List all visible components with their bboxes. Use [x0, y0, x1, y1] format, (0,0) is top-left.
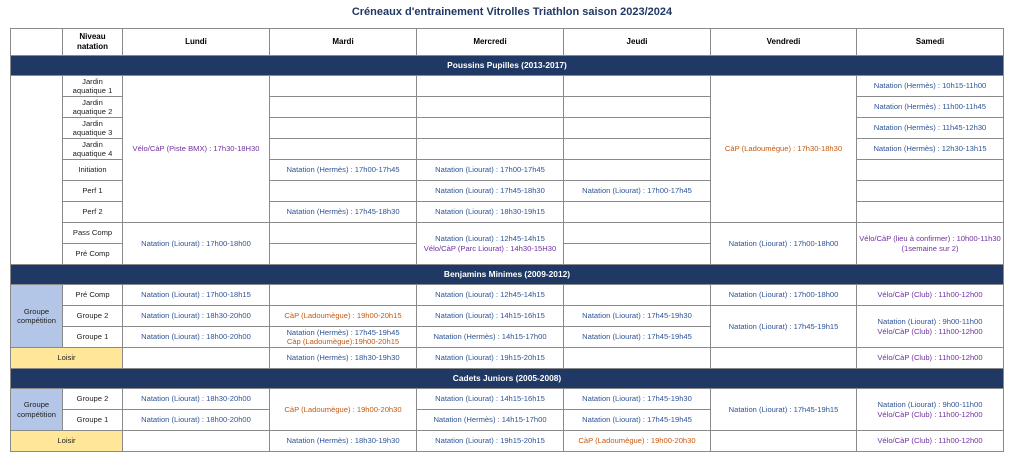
level-cell: Groupe 1: [63, 327, 123, 348]
table-row: [11, 431, 1004, 452]
cell-mardi: Natation (Hermès) : 17h45-18h30: [270, 202, 417, 223]
section-benjamins: [11, 265, 1004, 285]
header-row: [11, 29, 1004, 56]
cell-line: Natation (Liourat) : 12h45-14h15: [435, 234, 545, 244]
cell-vendredi: CàP (Ladoumègue) : 17h30-18h30: [711, 76, 857, 223]
header-lundi: Lundi: [123, 29, 270, 56]
cell-line: Natation (Hermès) : 17h45-19h45: [286, 327, 400, 337]
cell-line: Càp (Ladoumègue):19h00-20h15: [286, 337, 400, 346]
cell-line: Natation (Liourat) : 9h00-11h00: [877, 317, 983, 327]
cell-jeudi: [564, 118, 711, 139]
cell-mardi: CàP (Ladoumègue) : 19h00-20h30: [270, 389, 417, 431]
group-competition: Groupe compétition: [11, 285, 63, 348]
cell-mercredi: Natation (Liourat) : 17h45-18h30: [417, 181, 564, 202]
cell-lundi: [123, 431, 270, 452]
level-cell: Pass Comp: [63, 223, 123, 244]
cell-mercredi: Natation (Liourat) : 14h15-16h15: [417, 306, 564, 327]
cell-jeudi: Natation (Liourat) : 17h00-17h45: [564, 181, 711, 202]
level-cell: Jardin aquatique 4: [63, 139, 123, 160]
table-row: [11, 76, 1004, 97]
cell-vendredi: Natation (Liourat) : 17h45-19h15: [711, 306, 857, 348]
cell-mercredi: Natation (Hermès) : 14h15-17h00: [417, 410, 564, 431]
cell-jeudi: [564, 76, 711, 97]
cell-samedi: Vélo/CàP (lieu à confirmer) : 10h00-11h30 (1semaine sur 2): [857, 223, 1004, 265]
cell-samedi: Natation (Hermès) : 11h00-11h45: [857, 97, 1004, 118]
level-cell: Jardin aquatique 2: [63, 97, 123, 118]
cell-jeudi: [564, 348, 711, 369]
group-loisir: Loisir: [11, 431, 123, 452]
cell-mercredi: Natation (Liourat) : 17h00-17h45: [417, 160, 564, 181]
level-cell: Perf 2: [63, 202, 123, 223]
cell-line: Vélo/CàP (Parc Liourat) : 14h30-15H30: [423, 243, 557, 253]
cell-mercredi: Natation (Liourat) : 12h45-14h15: [417, 285, 564, 306]
header-mercredi: Mercredi: [417, 29, 564, 56]
cell-vendredi: [711, 348, 857, 369]
table-row: [11, 389, 1004, 410]
header-mardi: Mardi: [270, 29, 417, 56]
header-samedi: Samedi: [857, 29, 1004, 56]
cell-jeudi: [564, 97, 711, 118]
cell-mardi: [270, 97, 417, 118]
cell-mardi: Natation (Hermès) : 17h00-17h45: [270, 160, 417, 181]
cell-mardi: [270, 327, 417, 348]
cell-mardi: [270, 285, 417, 306]
cell-mercredi: Natation (Liourat) : 14h15-16h15: [417, 389, 564, 410]
cell-samedi: [857, 160, 1004, 181]
cell-mercredi: Natation (Liourat) : 18h30-19h15: [417, 202, 564, 223]
cell-samedi: Vélo/CàP (Club) : 11h00-12h00: [857, 348, 1004, 369]
cell-lundi: Natation (Liourat) : 18h00-20h00: [123, 327, 270, 348]
cell-mercredi: Natation (Liourat) : 19h15-20h15: [417, 431, 564, 452]
section-title: Poussins Pupilles (2013-2017): [11, 56, 1004, 76]
cell-mercredi: Natation (Liourat) : 19h15-20h15: [417, 348, 564, 369]
cell-line: Vélo/CàP (Club) : 11h00-12h00: [877, 409, 983, 419]
cell-mercredi: [417, 118, 564, 139]
cell-jeudi: [564, 160, 711, 181]
cell-jeudi: [564, 139, 711, 160]
section-poussins: [11, 56, 1004, 76]
cell-jeudi: Natation (Liourat) : 17h45-19h30: [564, 389, 711, 410]
group-loisir: Loisir: [11, 348, 123, 369]
section-title: Benjamins Minimes (2009-2012): [11, 265, 1004, 285]
cell-mardi: Natation (Hermès) : 18h30-19h30: [270, 431, 417, 452]
level-cell: Groupe 1: [63, 410, 123, 431]
cell-samedi: Natation (Hermès) : 10h15-11h00: [857, 76, 1004, 97]
table-row: [11, 285, 1004, 306]
cell-lundi: [123, 348, 270, 369]
level-cell: Groupe 2: [63, 306, 123, 327]
cell-samedi: Vélo/CàP (Club) : 11h00-12h00: [857, 431, 1004, 452]
cell-samedi: [857, 202, 1004, 223]
cell-lundi: Natation (Liourat) : 17h00-18h00: [123, 223, 270, 265]
cell-mardi: [270, 223, 417, 244]
cell-mardi: [270, 118, 417, 139]
cell-lundi: Vélo/CàP (Piste BMX) : 17h30-18H30: [123, 76, 270, 223]
cell-samedi: [857, 306, 1004, 348]
table-row: [11, 223, 1004, 244]
cell-mardi: [270, 139, 417, 160]
cell-mardi: [270, 76, 417, 97]
group-competition: Groupe compétition: [11, 389, 63, 431]
level-cell: Pré Comp: [63, 244, 123, 265]
cell-mercredi: [417, 97, 564, 118]
corner-cell: [11, 29, 63, 56]
cell-jeudi: [564, 285, 711, 306]
cell-samedi: Vélo/CàP (Club) : 11h00-12h00: [857, 285, 1004, 306]
cell-jeudi: [564, 244, 711, 265]
cell-lundi: Natation (Liourat) : 18h00-20h00: [123, 410, 270, 431]
cell-mardi: [270, 181, 417, 202]
schedule-table: [10, 28, 1004, 452]
cell-vendredi: Natation (Liourat) : 17h00-18h00: [711, 223, 857, 265]
cell-lundi: Natation (Liourat) : 17h00-18h15: [123, 285, 270, 306]
cell-line: Vélo/CàP (Club) : 11h00-12h00: [877, 326, 983, 336]
level-cell: Jardin aquatique 1: [63, 76, 123, 97]
page-title: Créneaux d'entrainement Vitrolles Triathlon saison 2023/2024: [351, 6, 673, 18]
cell-samedi: Natation (Hermès) : 11h45-12h30: [857, 118, 1004, 139]
cell-samedi: [857, 181, 1004, 202]
section-title: Cadets Juniors (2005-2008): [11, 369, 1004, 389]
header-niveau: Niveau natation: [63, 29, 123, 56]
group-cell-empty: [11, 76, 63, 265]
level-cell: Pré Comp: [63, 285, 123, 306]
cell-jeudi: [564, 202, 711, 223]
cell-vendredi: Natation (Liourat) : 17h45-19h15: [711, 389, 857, 431]
cell-mercredi: Natation (Hermès) : 14h15-17h00: [417, 327, 564, 348]
cell-mardi: Natation (Hermès) : 18h30-19h30: [270, 348, 417, 369]
cell-jeudi: Natation (Liourat) : 17h45-19h30: [564, 306, 711, 327]
table-row: [11, 306, 1004, 327]
table-row: [11, 348, 1004, 369]
cell-mercredi: [417, 223, 564, 265]
header-vendredi: Vendredi: [711, 29, 857, 56]
cell-line: Natation (Liourat) : 9h00-11h00: [877, 400, 983, 410]
cell-vendredi: Natation (Liourat) : 17h00-18h00: [711, 285, 857, 306]
cell-lundi: Natation (Liourat) : 18h30-20h00: [123, 306, 270, 327]
level-cell: Initiation: [63, 160, 123, 181]
level-cell: Groupe 2: [63, 389, 123, 410]
cell-jeudi: [564, 223, 711, 244]
cell-mardi: [270, 244, 417, 265]
section-cadets: [11, 369, 1004, 389]
cell-mardi: CàP (Ladoumègue) : 19h00-20h15: [270, 306, 417, 327]
header-jeudi: Jeudi: [564, 29, 711, 56]
cell-jeudi: CàP (Ladoumègue) : 19h00-20h30: [564, 431, 711, 452]
cell-lundi: Natation (Liourat) : 18h30-20h00: [123, 389, 270, 410]
cell-jeudi: Natation (Liourat) : 17h45-19h45: [564, 327, 711, 348]
cell-mercredi: [417, 76, 564, 97]
level-cell: Perf 1: [63, 181, 123, 202]
level-cell: Jardin aquatique 3: [63, 118, 123, 139]
cell-mercredi: [417, 139, 564, 160]
cell-samedi: [857, 389, 1004, 431]
cell-jeudi: Natation (Liourat) : 17h45-19h45: [564, 410, 711, 431]
cell-vendredi: [711, 431, 857, 452]
cell-samedi: Natation (Hermès) : 12h30-13h15: [857, 139, 1004, 160]
